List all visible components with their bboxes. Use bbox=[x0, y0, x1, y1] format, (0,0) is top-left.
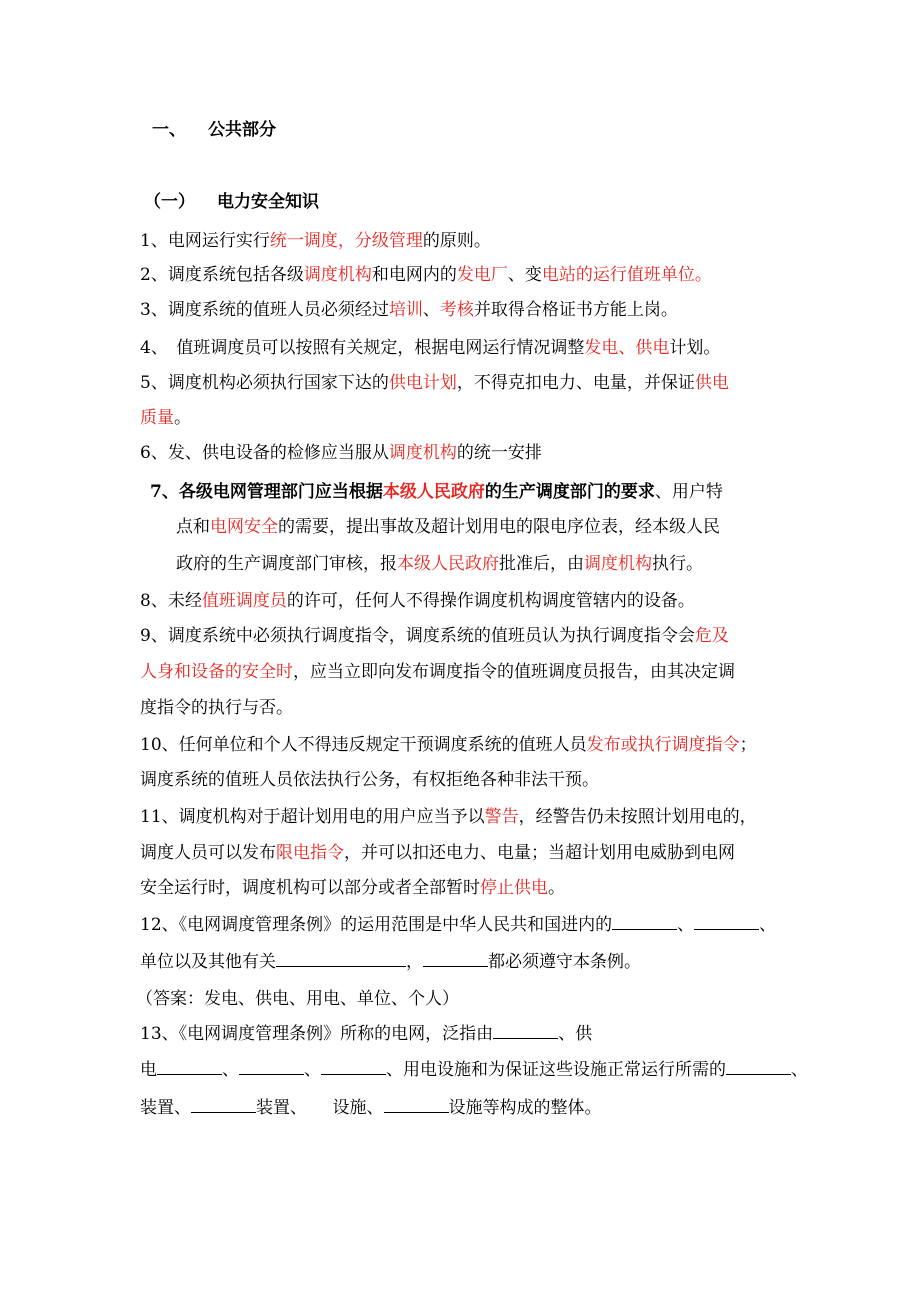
item-11-line-1 bbox=[140, 805, 757, 829]
text: ，并可以扣还电力、电量；当超计划用电威胁到电网 bbox=[344, 843, 735, 863]
text: 批准后，由 bbox=[499, 554, 584, 574]
text: 的统一安排 bbox=[456, 443, 542, 463]
item-9-line-3 bbox=[140, 696, 293, 720]
item-9-line-2 bbox=[140, 660, 735, 684]
item-7-line-2 bbox=[176, 515, 720, 539]
text: 的生产调度部门的要求 bbox=[484, 482, 655, 502]
highlight-text: 电站的运行值班单位。 bbox=[541, 265, 712, 285]
item-3 bbox=[140, 298, 678, 322]
fill-blank[interactable] bbox=[239, 1058, 304, 1075]
item-1 bbox=[140, 229, 491, 253]
text: 安全运行时，调度机构可以部分或者全部暂时 bbox=[140, 878, 480, 898]
fill-blank[interactable] bbox=[321, 1058, 386, 1075]
text: 都必须遵守本条例。 bbox=[488, 952, 641, 972]
text: 点和 bbox=[176, 517, 210, 537]
fill-blank[interactable] bbox=[726, 1058, 791, 1075]
text: 2、调度系统包括各级 bbox=[140, 265, 304, 285]
text: 的原则。 bbox=[422, 231, 491, 251]
text: 装置、 bbox=[140, 1098, 191, 1118]
text: 、供 bbox=[558, 1024, 593, 1044]
text: 、 bbox=[222, 1060, 239, 1080]
highlight-text: 停止供电 bbox=[480, 878, 548, 898]
text: ； bbox=[739, 735, 757, 755]
text: ，应当立即向发布调度指令的值班调度员报告，由其决定调 bbox=[293, 662, 735, 682]
text: 政府的生产调度部门审核，报 bbox=[176, 554, 397, 574]
item-7-line-3 bbox=[176, 552, 703, 576]
section-title: 公共部分 bbox=[208, 120, 276, 140]
fill-blank[interactable] bbox=[191, 1096, 256, 1113]
text: 设施等构成的整体。 bbox=[448, 1098, 602, 1118]
highlight-text: 质量 bbox=[140, 408, 174, 428]
highlight-text: 发布或执行调度指令 bbox=[586, 735, 740, 755]
text: ，不得克扣电力、电量，并保证 bbox=[456, 373, 695, 393]
text: 、 bbox=[304, 1060, 321, 1080]
text: 6、发、供电设备的检修应当服从 bbox=[140, 443, 389, 463]
text: 7、各级电网管理部门应当根据 bbox=[150, 482, 383, 502]
text: 10、任何单位和个人不得违反规定干预调度系统的值班人员 bbox=[140, 735, 587, 755]
item-13-line-2 bbox=[140, 1058, 808, 1082]
item-9-line-1 bbox=[140, 624, 729, 648]
text: 执行。 bbox=[652, 554, 703, 574]
text: 4、 值班调度员可以按照有关规定，根据电网运行情况调整 bbox=[140, 338, 585, 358]
item-11-line-3 bbox=[140, 876, 565, 900]
text: 12、《电网调度管理条例》的运用范围是中华人民共和国进内的 bbox=[140, 915, 613, 935]
item-10-line-1 bbox=[140, 733, 757, 757]
text: 。 bbox=[174, 408, 191, 428]
highlight-text: 发电厂 bbox=[456, 265, 508, 285]
item-6 bbox=[140, 441, 542, 465]
section-heading bbox=[152, 118, 276, 142]
text: 的需要，提出事故及超计划用电的限电序位表，经本级人民 bbox=[278, 517, 720, 537]
text: 单位以及其他有关 bbox=[140, 952, 276, 972]
highlight-text: 调度机构 bbox=[388, 443, 457, 463]
highlight-text: 值班调度员 bbox=[201, 591, 287, 611]
fill-blank[interactable] bbox=[276, 950, 406, 967]
text: 、 bbox=[791, 1060, 808, 1080]
item-8 bbox=[140, 589, 695, 613]
text: 的许可，任何人不得操作调度机构调度管辖内的设备。 bbox=[286, 591, 695, 611]
highlight-text: 培训 bbox=[388, 300, 423, 320]
text: 计划。 bbox=[669, 338, 721, 358]
fill-blank[interactable] bbox=[157, 1058, 222, 1075]
highlight-text: 供电计划 bbox=[388, 373, 457, 393]
text: 、用户特 bbox=[654, 482, 723, 502]
item-13-line-3 bbox=[140, 1096, 602, 1120]
text: 调度人员可以发布 bbox=[140, 843, 276, 863]
item-13-line-1 bbox=[140, 1022, 592, 1046]
highlight-text: 限电指令 bbox=[276, 843, 344, 863]
item-2 bbox=[140, 263, 712, 287]
subsection-heading bbox=[144, 190, 319, 214]
highlight-text: 统一调度，分级管理 bbox=[269, 231, 423, 251]
text: ，经警告仍未按照计划用电的， bbox=[518, 807, 757, 827]
item-5-line-2 bbox=[140, 406, 191, 430]
text: 、 bbox=[677, 915, 695, 935]
highlight-text: 人身和设备的安全时 bbox=[140, 662, 293, 682]
highlight-text: 供电 bbox=[694, 373, 729, 393]
text: 和电网内的 bbox=[371, 265, 457, 285]
text: 。 bbox=[548, 878, 565, 898]
text: 装置、 设施、 bbox=[256, 1098, 384, 1118]
text: 、变 bbox=[507, 265, 542, 285]
text: 5、调度机构必须执行国家下达的 bbox=[140, 373, 389, 393]
answer-text: （答案：发电、供电、用电、单位、个人） bbox=[136, 989, 459, 1009]
subsection-number: （一） bbox=[144, 192, 195, 212]
fill-blank[interactable] bbox=[423, 950, 488, 967]
item-12-line-1 bbox=[140, 913, 776, 937]
fill-blank[interactable] bbox=[493, 1022, 558, 1039]
item-4 bbox=[140, 336, 720, 360]
item-12-answer bbox=[136, 987, 459, 1011]
fill-blank[interactable] bbox=[384, 1096, 449, 1113]
item-10-line-2 bbox=[140, 768, 599, 792]
highlight-text: 调度机构 bbox=[303, 265, 372, 285]
highlight-text: 危及 bbox=[694, 626, 729, 646]
subsection-title: 电力安全知识 bbox=[217, 192, 319, 212]
fill-blank[interactable] bbox=[694, 913, 759, 930]
section-number: 一、 bbox=[152, 120, 186, 140]
item-11-line-2 bbox=[140, 841, 735, 865]
item-12-line-2 bbox=[140, 950, 641, 974]
text: 13、《电网调度管理条例》所称的电网，泛指由 bbox=[140, 1024, 494, 1044]
highlight-text: 本级人民政府 bbox=[382, 482, 485, 502]
highlight-text: 本级人民政府 bbox=[397, 554, 499, 574]
text: 并取得合格证书方能上岗。 bbox=[473, 300, 678, 320]
fill-blank[interactable] bbox=[612, 913, 677, 930]
text: ， bbox=[406, 952, 423, 972]
highlight-text: 电网安全 bbox=[210, 517, 278, 537]
highlight-text: 调度机构 bbox=[584, 554, 652, 574]
text: 11、调度机构对于超计划用电的用户应当予以 bbox=[140, 807, 485, 827]
text: 1、电网运行实行 bbox=[140, 231, 270, 251]
highlight-text: 考核 bbox=[439, 300, 474, 320]
text: 3、调度系统的值班人员必须经过 bbox=[140, 300, 389, 320]
highlight-text: 警告 bbox=[484, 807, 519, 827]
text: 度指令的执行与否。 bbox=[140, 698, 293, 718]
text: 9、调度系统中必须执行调度指令，调度系统的值班员认为执行调度指令会 bbox=[140, 626, 695, 646]
text: 、 bbox=[422, 300, 440, 320]
item-5-line-1 bbox=[140, 371, 729, 395]
text: 、 bbox=[759, 915, 777, 935]
item-7-line-1 bbox=[150, 480, 723, 504]
text: 电 bbox=[140, 1060, 157, 1080]
highlight-text: 发电、供电 bbox=[584, 338, 670, 358]
text: 调度系统的值班人员依法执行公务，有权拒绝各种非法干预。 bbox=[140, 770, 599, 790]
text: 、用电设施和为保证这些设施正常运行所需的 bbox=[386, 1060, 726, 1080]
text: 8、未经 bbox=[140, 591, 202, 611]
